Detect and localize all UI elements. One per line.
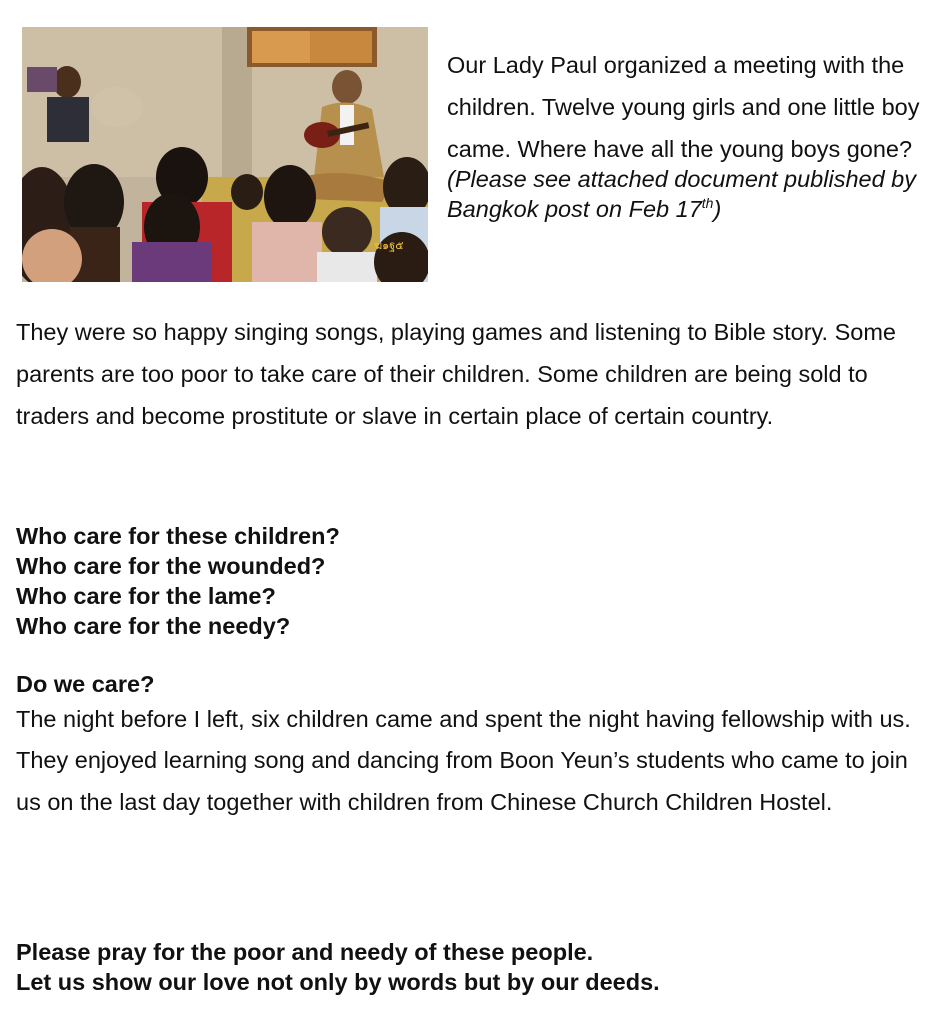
intro-text: Our Lady Paul organized a meeting with the children. Twelve young girls and one little boy came. Where have all the young boys gone?	[447, 52, 920, 162]
question-line: Who care for the lame?	[16, 583, 276, 609]
question-line: Who care for these children?	[16, 523, 340, 549]
do-we-care-heading: Do we care?	[16, 671, 155, 697]
children-meeting-photo	[22, 27, 428, 282]
note-text: (Please see attached document published by Bangkok post on Feb 17	[447, 166, 917, 222]
question-line: Who care for the needy?	[16, 613, 291, 639]
questions-list	[16, 521, 921, 641]
closing-line: Let us show our love not only by words but by our deeds.	[16, 969, 660, 995]
photo-image	[22, 27, 428, 282]
closing-section	[16, 937, 921, 997]
care-section	[16, 669, 921, 823]
paragraph-children: They were so happy singing songs, playing games and listening to Bible story. Some parents are too poor to take care of their children. Some children are being sold to traders and become prostitute or slave in certain place of certain country.	[16, 319, 896, 429]
intro-section	[447, 44, 927, 224]
note-superscript: th	[701, 195, 714, 212]
paragraph-fellowship: The night before I left, six children came and spent the night having fellowship with us.	[16, 706, 911, 732]
paragraph-songs: They enjoyed learning song and dancing from Boon Yeun’s students who came to join us on the last day together with children from Chinese Church Children Hostel.	[16, 747, 908, 815]
photo-watermark: ฆ๑ฐ๕	[374, 239, 404, 252]
note-closing: )	[713, 196, 722, 222]
question-line: Who care for the wounded?	[16, 553, 326, 579]
intro-note	[447, 164, 927, 224]
closing-line: Please pray for the poor and needy of these people.	[16, 939, 594, 965]
